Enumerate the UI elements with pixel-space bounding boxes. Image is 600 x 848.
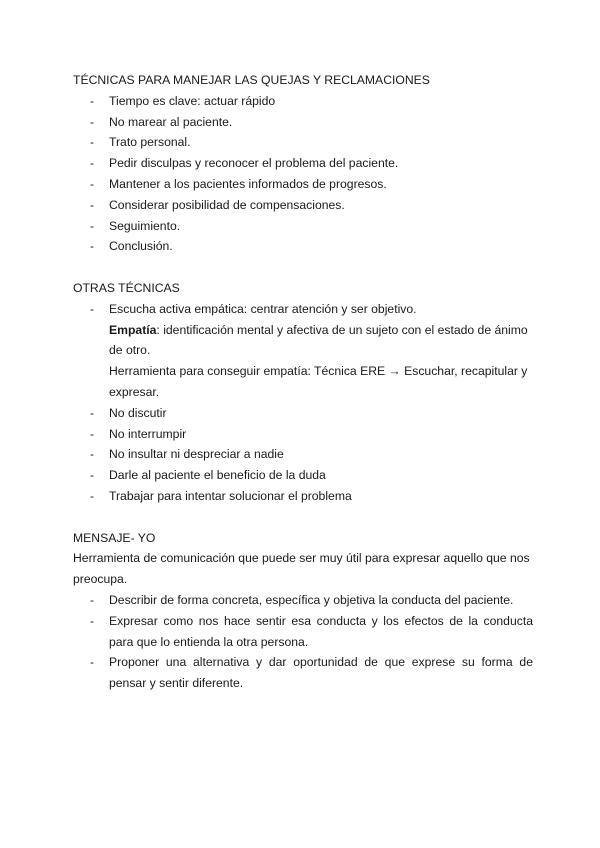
list-item: - Considerar posibilidad de compensaciones.	[73, 195, 533, 216]
list-item: - Trato personal.	[73, 132, 533, 153]
quejas-list	[73, 91, 533, 257]
list-item: - Darle al paciente el beneficio de la duda	[73, 465, 533, 486]
list-item: - No discutir	[73, 403, 533, 424]
dash-bullet: -	[90, 239, 95, 254]
dash-bullet: -	[90, 426, 95, 441]
mensaje-yo-intro-line-1: Herramienta de comunicación que puede ser muy útil para expresar aquello que nos	[73, 551, 530, 566]
dash-bullet: -	[90, 218, 95, 233]
list-item: - No interrumpir	[73, 424, 533, 445]
dash-bullet: -	[90, 488, 95, 503]
list-item: - Describir de forma concreta, específica y objetiva la conducta del paciente.	[73, 590, 533, 611]
list-item: - Proponer una alternativa y dar oportunidad de que exprese su forma de pensar y sentir diferente.	[73, 652, 533, 694]
list-item: - Tiempo es clave: actuar rápido	[73, 91, 533, 112]
mensaje-yo-intro-line-2: preocupa.	[73, 572, 128, 587]
empatia-term: Empatía	[109, 322, 157, 337]
list-item: - No marear al paciente.	[73, 112, 533, 133]
section-title-mensaje-yo: MENSAJE- YO	[73, 530, 156, 545]
list-item: - No insultar ni despreciar a nadie	[73, 444, 533, 465]
dash-bullet: -	[90, 447, 95, 462]
dash-bullet: -	[90, 592, 95, 607]
otras-tecnicas-list	[73, 299, 533, 320]
spacer	[73, 257, 533, 278]
list-item-escucha-activa: - Escucha activa empática: centrar atención y ser objetivo.	[73, 299, 533, 320]
list-item: - Pedir disculpas y reconocer el problema del paciente.	[73, 153, 533, 174]
dash-bullet: -	[90, 176, 95, 191]
list-item: - Trabajar para intentar solucionar el problema	[73, 486, 533, 507]
list-item: - Conclusión.	[73, 236, 533, 257]
list-item: - Mantener a los pacientes informados de progresos.	[73, 174, 533, 195]
dash-bullet: -	[90, 613, 95, 628]
dash-bullet: -	[90, 156, 95, 171]
document-page	[73, 70, 533, 694]
list-item: - Seguimiento.	[73, 216, 533, 237]
dash-bullet: -	[90, 197, 95, 212]
section-title-otras-tecnicas: OTRAS TÉCNICAS	[73, 280, 180, 295]
dash-bullet: -	[90, 468, 95, 483]
empatia-definition: Empatía: identificación mental y afectiva de un sujeto con el estado de ánimo de otro.	[109, 322, 528, 358]
dash-bullet: -	[90, 655, 95, 670]
otras-tecnicas-list-rest	[73, 403, 533, 507]
spacer	[73, 507, 533, 528]
dash-bullet: -	[90, 135, 95, 150]
mensaje-yo-list	[73, 590, 533, 694]
dash-bullet: -	[90, 93, 95, 108]
dash-bullet: -	[90, 405, 95, 420]
list-item: - Expresar como nos hace sentir esa conducta y los efectos de la conducta para que lo entienda la otra persona.	[73, 611, 533, 653]
ere-technique: Herramienta para conseguir empatía: Técnica ERE → Escuchar, recapitular y expresar.	[109, 364, 528, 399]
section-title-quejas: TÉCNICAS PARA MANEJAR LAS QUEJAS Y RECLAMACIONES	[73, 73, 430, 87]
dash-bullet: -	[90, 114, 95, 129]
dash-bullet: -	[90, 301, 95, 316]
